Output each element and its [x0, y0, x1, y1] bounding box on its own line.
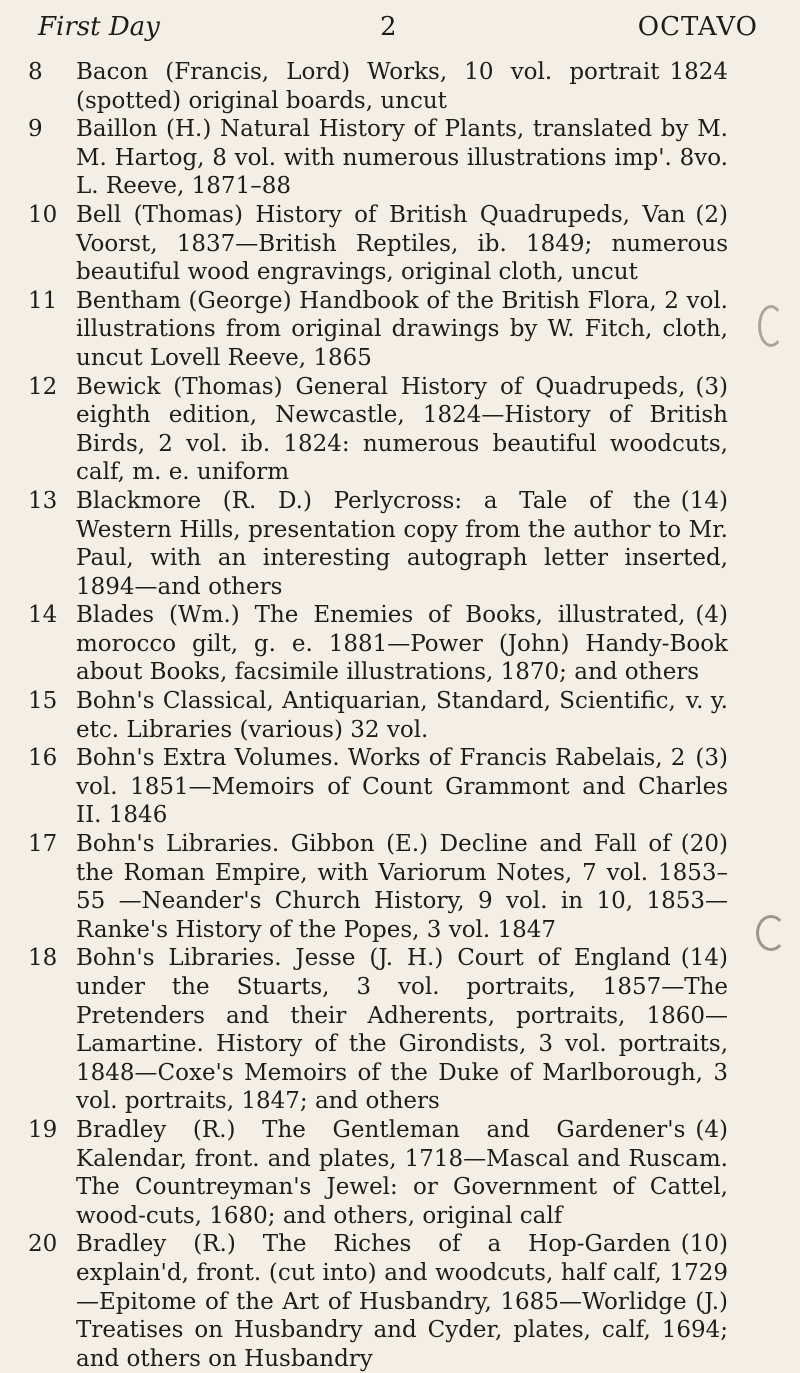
entry-description: Bewick (Thomas) General History of Quadrupeds, eighth edition, Newcastle, 1824—History of British Birds, 2 vol. ib. 1824: numerous beautiful woodcuts, calf, m. e. uniform — [76, 373, 728, 486]
entry-description: Bohn's Libraries. Jesse (J. H.) Court of England under the Stuarts, 3 vol. portraits, 1857—The Pretenders and their Adherents, portraits, 1860—Lamartine. History of the Girondists, 3 vol. portraits, 1848—Coxe's Memoirs of the Duke of Marlborough, 3 vol. portraits, 1847; and others — [76, 945, 728, 1115]
lot-number: 9 — [28, 116, 43, 143]
entry-text — [76, 1116, 728, 1230]
lot-count: (4) — [695, 602, 728, 629]
entry-description: Bradley (R.) The Riches of a Hop-Garden explain'd, front. (cut into) and woodcuts, half calf, 1729—Epitome of the Art of Husbandry, 1685—Worlidge (J.) Treatises on Husbandry and Cyder, plates, calf, 1694; and others on Husbandry — [76, 1231, 728, 1372]
entry-text — [76, 373, 728, 487]
entry-text — [76, 487, 728, 601]
lot-number: 20 — [28, 1231, 58, 1258]
entry-text — [76, 115, 728, 201]
lot-count: (3) — [695, 745, 728, 772]
entry-description: Blades (Wm.) The Enemies of Books, illustrated, morocco gilt, g. e. 1881—Power (John) Handy-Book about Books, facsimile illustrations, 1870; and others — [76, 602, 728, 686]
catalogue-entry — [28, 1116, 728, 1230]
lot-count: (3) — [695, 373, 728, 400]
entry-description: Bohn's Classical, Antiquarian, Standard, Scientific, etc. Libraries (various) 32 vol. — [76, 688, 676, 743]
catalogue-entry — [28, 373, 728, 487]
entry-description: Blackmore (R. D.) Perlycross: a Tale of the Western Hills, presentation copy from the author to Mr. Paul, with an interesting autograph letter inserted, 1894—and others — [76, 487, 728, 600]
lot-count: v. y. — [685, 688, 728, 715]
entry-description: Bentham (George) Handbook of the British Flora, 2 vol. illustrations from original drawings by W. Fitch, cloth, uncut Lovell Reeve, 1865 — [76, 287, 728, 371]
catalogue-entry — [28, 830, 728, 944]
catalogue-entry — [28, 744, 728, 830]
header-format: OCTAVO — [637, 12, 758, 42]
entry-text — [76, 1230, 728, 1373]
entry-description: Bohn's Libraries. Gibbon (E.) Decline and Fall of the Roman Empire, with Variorum Notes, 7 vol. 1853–55 —Neander's Church History, 9 vol. in 10, 1853— Ranke's History of the Popes, 3 vol. 1847 — [76, 831, 728, 943]
entry-text — [76, 287, 728, 373]
lot-number: 14 — [28, 602, 58, 629]
catalogue-list — [28, 58, 728, 1373]
lot-number: 19 — [28, 1116, 58, 1143]
catalogue-entry — [28, 1230, 728, 1373]
lot-count: (10) — [680, 1231, 728, 1258]
lot-number: 18 — [28, 945, 58, 972]
entry-text — [76, 601, 728, 687]
entry-text — [76, 830, 728, 944]
catalogue-entry — [28, 687, 728, 744]
entry-text — [76, 944, 728, 1116]
lot-count: 1824 — [669, 59, 728, 85]
lot-count: (14) — [680, 487, 728, 514]
catalogue-entry — [28, 601, 728, 687]
entry-description: Bell (Thomas) History of British Quadrupeds, Van Voorst, 1837—British Reptiles, ib. 1849; numerous beautiful wood engravings, original cloth, uncut — [76, 201, 728, 286]
lot-number: 8 — [28, 59, 43, 85]
entry-text — [76, 201, 728, 287]
binding-hole-mark — [758, 305, 784, 347]
entry-text — [76, 744, 728, 830]
catalogue-entry — [28, 944, 728, 1116]
entry-description: Bohn's Extra Volumes. Works of Francis Rabelais, 2 vol. 1851—Memoirs of Count Grammont and Charles II. 1846 — [76, 745, 728, 829]
lot-number: 11 — [28, 287, 58, 314]
lot-count: (2) — [695, 201, 728, 228]
lot-number: 12 — [28, 373, 58, 400]
lot-number: 13 — [28, 487, 58, 514]
lot-count: (20) — [680, 831, 728, 858]
lot-number: 16 — [28, 745, 58, 772]
entry-text — [76, 687, 728, 744]
catalogue-entry — [28, 115, 728, 201]
page-number: 2 — [380, 12, 397, 42]
header-day: First Day — [38, 12, 160, 42]
entry-text — [76, 58, 728, 115]
lot-count: (14) — [680, 945, 728, 972]
lot-number: 17 — [28, 831, 58, 858]
entry-description: Baillon (H.) Natural History of Plants, translated by M. M. Hartog, 8 vol. with numerous illustrations imp'. 8vo. L. Reeve, 1871–88 — [76, 116, 728, 200]
catalogue-entry — [28, 201, 728, 287]
lot-number: 10 — [28, 201, 58, 228]
catalogue-entry — [28, 487, 728, 601]
page-header — [38, 12, 758, 52]
entry-description: Bacon (Francis, Lord) Works, 10 vol. portrait (spotted) original boards, uncut — [76, 59, 660, 114]
binding-hole-mark — [756, 915, 786, 951]
lot-number: 15 — [28, 688, 58, 715]
lot-count: (4) — [695, 1116, 728, 1143]
catalogue-entry — [28, 58, 728, 115]
catalogue-entry — [28, 287, 728, 373]
entry-description: Bradley (R.) The Gentleman and Gardener's Kalendar, front. and plates, 1718—Mascal and Ruscam. The Countreyman's Jewel: or Government of Cattel, wood-cuts, 1680; and others, original calf — [76, 1116, 728, 1229]
